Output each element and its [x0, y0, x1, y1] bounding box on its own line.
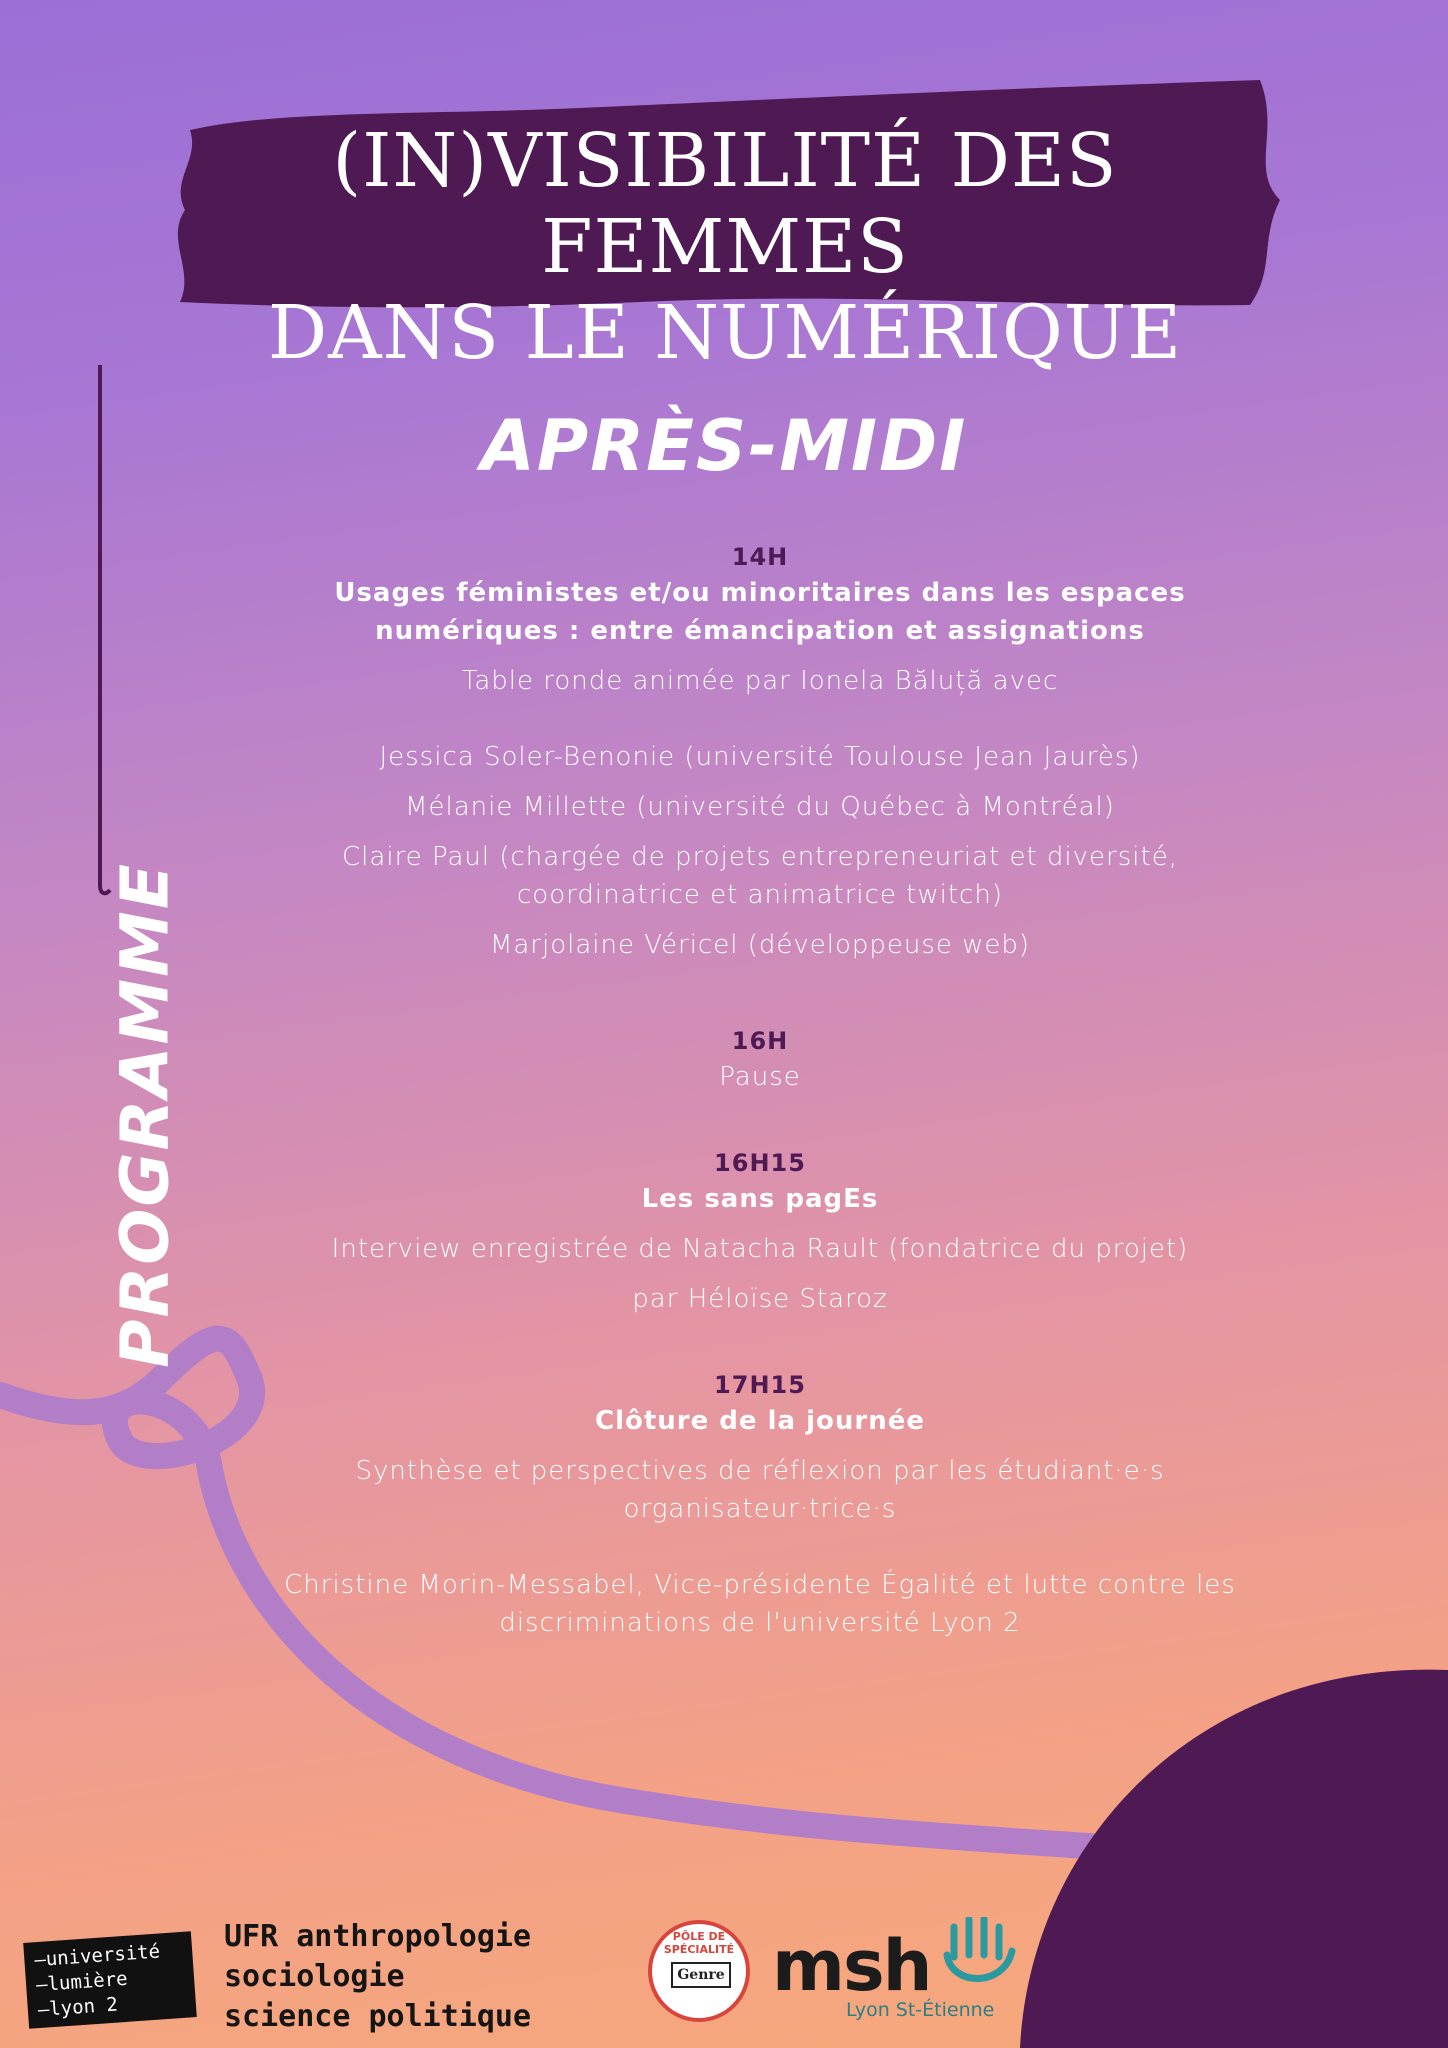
ufr-logo-line: science politique [224, 1999, 532, 2034]
program-line: par Héloïse Staroz [632, 1284, 888, 1314]
program-time: 17H15 [714, 1371, 806, 1399]
program-item-16h [190, 1024, 1330, 1096]
ufr-logo [224, 1917, 531, 2037]
univ-lyon2-logo [23, 1931, 197, 2029]
msh-logo-sub: Lyon St-Étienne [846, 1999, 995, 2021]
speaker: Jessica Soler-Benonie (université Toulouse Jean Jaurès) [379, 742, 1141, 772]
program-time: 14H [731, 543, 789, 571]
program-line: Interview enregistrée de Natacha Rault (fondatrice du projet) [331, 1234, 1189, 1264]
program-item-16h15 [190, 1146, 1330, 1318]
msh-logo [772, 1927, 1032, 2027]
program-time: 16H15 [714, 1149, 806, 1177]
program-title: Les sans pagEs [641, 1184, 879, 1214]
univ-logo-line: —université [33, 1940, 161, 1972]
program-title: Clôture de la journée [595, 1406, 925, 1436]
side-label: PROGRAMME [106, 862, 184, 1368]
speaker: Marjolaine Véricel (développeuse web) [489, 930, 1031, 960]
pole-genre-logo [648, 1920, 750, 2022]
pole-logo-box: Genre [671, 1962, 731, 1988]
program-item-14h [190, 540, 1330, 964]
program-time: 16H [731, 1027, 789, 1055]
ufr-logo-line: UFR anthropologie [224, 1919, 532, 1954]
program-line: organisateur·trice·s [623, 1494, 897, 1524]
program-text: Pause [719, 1062, 801, 1092]
speaker: Mélanie Millette (université du Québec à Montréal) [405, 792, 1115, 822]
program-title-line: Usages féministes et/ou minoritaires dans les espaces [334, 578, 1186, 608]
title-line-1: (IN)VISIBILITÉ DES FEMMES [332, 118, 1118, 290]
ufr-logo-line: sociologie [224, 1959, 405, 1994]
title-line-2: DANS LE NUMÉRIQUE [267, 290, 1183, 376]
univ-logo-line: —lumière [35, 1967, 129, 1997]
program-line: discriminations de l'université Lyon 2 [499, 1608, 1021, 1638]
speaker: coordinatrice et animatrice twitch) [517, 880, 1003, 910]
speaker: Claire Paul (chargée de projets entrepreneuriat et diversité, [342, 842, 1178, 872]
pole-logo-arc-text: PÔLE DE SPÉCIALITÉ [663, 1930, 735, 1956]
page-title [160, 118, 1290, 376]
hand-icon [942, 1917, 1022, 1993]
program-title-line: numériques : entre émancipation et assignations [375, 616, 1145, 646]
program-line: Synthèse et perspectives de réflexion par les étudiant·e·s [355, 1456, 1165, 1486]
program-line: Christine Morin-Messabel, Vice-présidente Égalité et lutte contre les [284, 1570, 1236, 1600]
program-intro: Table ronde animée par Ionela Băluță avec [461, 666, 1059, 696]
program-item-17h15 [190, 1368, 1330, 1642]
program-list [190, 540, 1330, 1686]
partner-logos [0, 1905, 1448, 2035]
msh-logo-word: msh [772, 1925, 931, 2007]
univ-logo-line: —lyon 2 [37, 1993, 119, 2022]
section-title: APRÈS-MIDI [480, 405, 968, 487]
